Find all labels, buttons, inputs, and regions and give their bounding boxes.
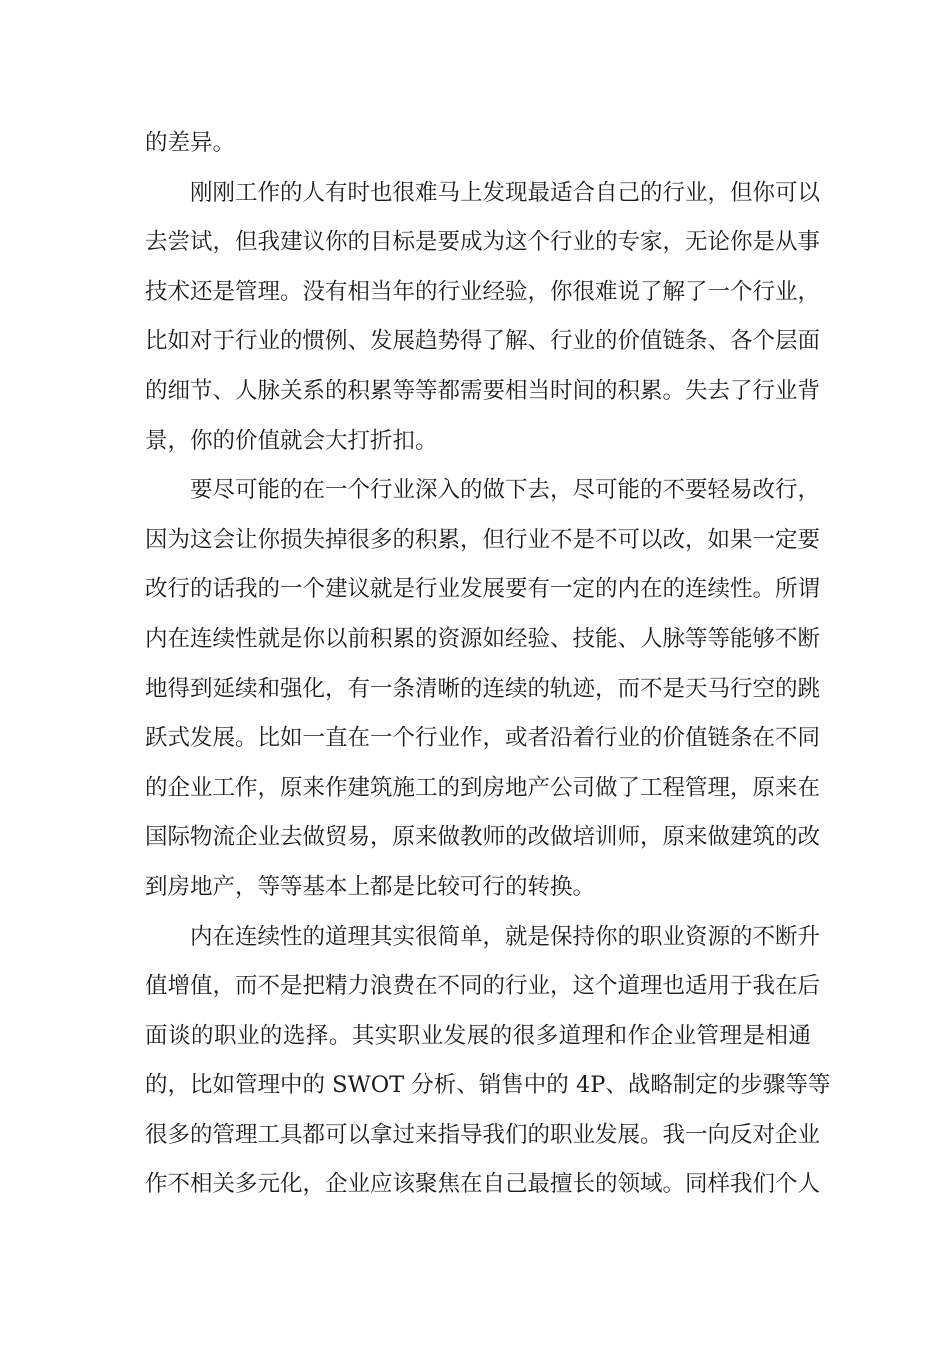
text-line: 的，比如管理中的 SWOT 分析、销售中的 4P、战略制定的步骤等等 [145,1072,831,1099]
text-line: 的细节、人脉关系的积累等等都需要相当时间的积累。失去了行业背 [145,377,821,404]
text-line: 要尽可能的在一个行业深入的做下去，尽可能的不要轻易改行， [190,477,821,504]
text-line: 技术还是管理。没有相当年的行业经验，你很难说了解了一个行业， [145,278,821,305]
text-line: 地得到延续和强化，有一条清晰的连续的轨迹，而不是天马行空的跳 [145,675,821,702]
text-line: 内在连续性就是你以前积累的资源如经验、技能、人脉等等能够不断 [145,625,821,652]
paragraph [145,119,811,169]
text-line: 的企业工作，原来作建筑施工的到房地产公司做了工程管理，原来在 [145,774,821,801]
text-line: 因为这会让你损失掉很多的积累，但行业不是不可以改，如果一定要 [145,526,821,553]
text-line: 国际物流企业去做贸易，原来做教师的改做培训师，原来做建筑的改 [145,824,821,851]
text-line: 很多的管理工具都可以拿过来指导我们的职业发展。我一向反对企业 [145,1121,821,1148]
text-line: 改行的话我的一个建议就是行业发展要有一定的内在的连续性。所谓 [145,576,821,603]
paragraph [145,913,831,1211]
text-line: 面谈的职业的选择。其实职业发展的很多道理和作企业管理是相通 [145,1022,811,1049]
text-line: 作不相关多元化，企业应该聚焦在自己最擅长的领域。同样我们个人 [145,1171,821,1198]
text-line: 刚刚工作的人有时也很难马上发现最适合自己的行业，但你可以 [190,179,821,206]
text-line: 去尝试，但我建议你的目标是要成为这个行业的专家，无论你是从事 [145,229,821,256]
paragraph [145,169,821,467]
paragraph [145,466,821,912]
text-line: 到房地产，等等基本上都是比较可行的转换。 [145,873,596,900]
text-line: 的差异。 [145,130,236,156]
text-line: 比如对于行业的惯例、发展趋势得了解、行业的价值链条、各个层面 [145,328,821,355]
text-line: 内在连续性的道理其实很简单，就是保持你的职业资源的不断升 [190,923,821,950]
text-line: 跃式发展。比如一直在一个行业作，或者沿着行业的价值链条在不同 [145,725,821,752]
text-line: 景，你的价值就会大打折扣。 [145,427,438,454]
body-text [145,119,831,1210]
text-line: 值增值，而不是把精力浪费在不同的行业，这个道理也适用于我在后 [145,973,821,1000]
